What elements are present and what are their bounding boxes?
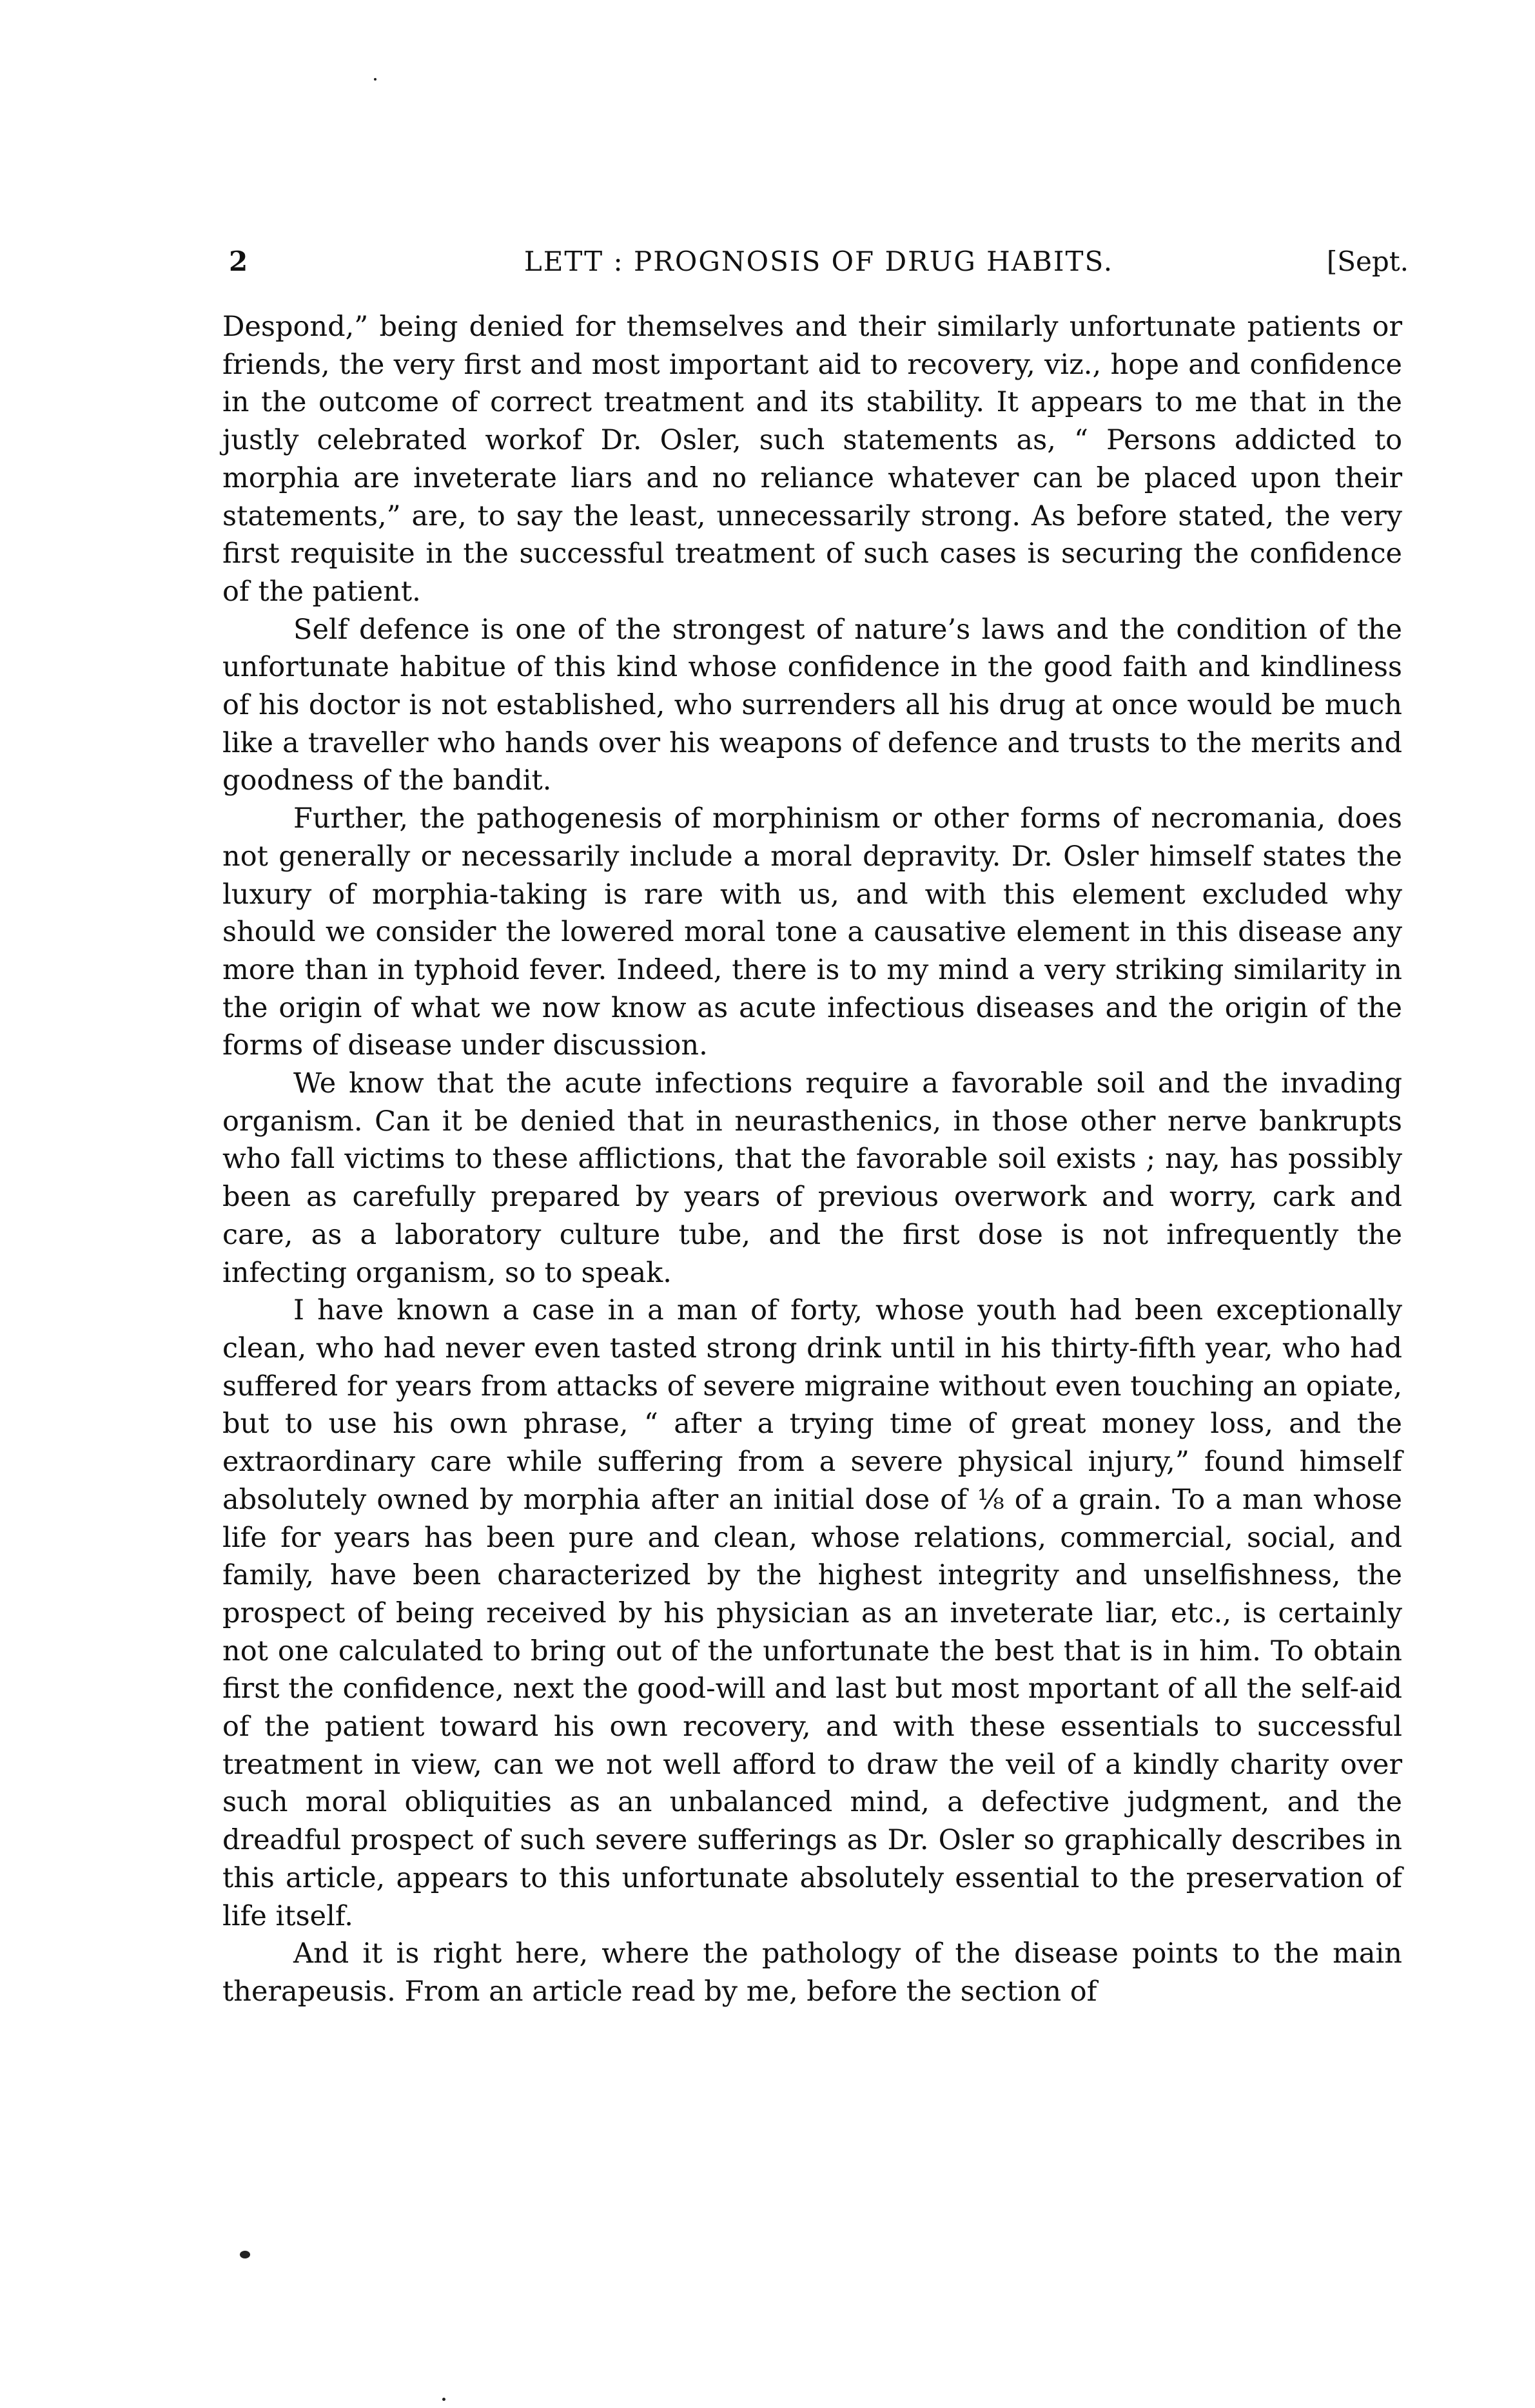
body-text — [222, 308, 1402, 2011]
paragraph-2: Self defence is one of the strongest of nature’s laws and the condition of the unfortunate habitue of this kind whose confidence in the good faith and kindliness of his doctor is not established, who surrenders all his drug at once would be much like a traveller who hands over his weapons of defence and trusts to the merits and goodness of the bandit. — [222, 613, 1402, 797]
page-number: 2 — [229, 246, 248, 277]
ink-speck — [374, 78, 376, 81]
paragraph-3: Further, the pathogenesis of morphinism or other forms of necromania, does not generally or necessarily include a moral depravity. Dr. Osler himself states the luxury of morphia-taking is rare with us, and with this element excluded why should we consider the lowered moral tone a causative element in this disease any more than in typhoid fever. Indeed, there is to my mind a very striking similarity in the origin of what we now know as acute infectious diseases and the origin of the forms of disease under discussion. — [222, 802, 1402, 1062]
paragraph-4: We know that the acute infections require a favorable soil and the invading organism. Can it be denied that in neurasthenics, in those other nerve bankrupts who fall victims to these afflictions, that the favorable soil exists ; nay, has possibly been as carefully prepared by years of previous overwork and worry, cark and care, as a laboratory culture tube, and the first dose is not infrequently the infecting organism, so to speak. — [222, 1067, 1402, 1289]
running-head — [229, 242, 1409, 281]
paragraph-1: Despond,” being denied for themselves and their similarly unfortunate patients or friends, the very first and most important aid to recovery, viz., hope and confidence in the outcome of correct treatment and its stability. It appears to me that in the justly celebrated workof Dr. Osler, such statements as, “ Persons addicted to morphia are inveterate liars and no reliance whatever can be placed upon their statements,” are, to say the least, unnecessarily strong. As before stated, the very first requisite in the successful treatment of such cases is securing the confidence of the patient. — [222, 311, 1402, 608]
ink-speck — [442, 2398, 445, 2401]
running-month: [Sept. — [1326, 246, 1409, 277]
ink-speck — [240, 2251, 250, 2258]
paragraph-5: I have known a case in a man of forty, whose youth had been exceptionally clean, who had never even tasted strong drink until in his thirty-fifth year, who had suffered for years from attacks of severe migraine without even touching an opiate, but to use his own phrase, “ after a trying time of great money loss, and the extraordinary care while suffering from a severe physical injury,” found himself absolutely owned by morphia after an initial dose of ⅛ of a grain. To a man whose life for years has been pure and clean, whose relations, commercial, social, and family, have been characterized by the highest integrity and unselfishness, the prospect of being received by his physician as an inveterate liar, etc., is certainly not one calculated to bring out of the unfortunate the best that is in him. To obtain first the confidence, next the good-will and last but most mportant of all the self-aid of the patient toward his own recovery, and with these essentials to successful treatment in view, can we not well afford to draw the veil of a kindly charity over such moral obliquities as an unbalanced mind, a defective judgment, and the dreadful prospect of such severe sufferings as Dr. Osler so graphically describes in this article, appears to this unfortunate absolutely essential to the preservation of life itself. — [222, 1294, 1402, 1932]
paragraph-6: And it is right here, where the pathology of the disease points to the main therapeusis. From an article read by me, before the section of — [222, 1937, 1402, 2008]
running-title: LETT : PROGNOSIS OF DRUG HABITS. — [523, 246, 1114, 277]
